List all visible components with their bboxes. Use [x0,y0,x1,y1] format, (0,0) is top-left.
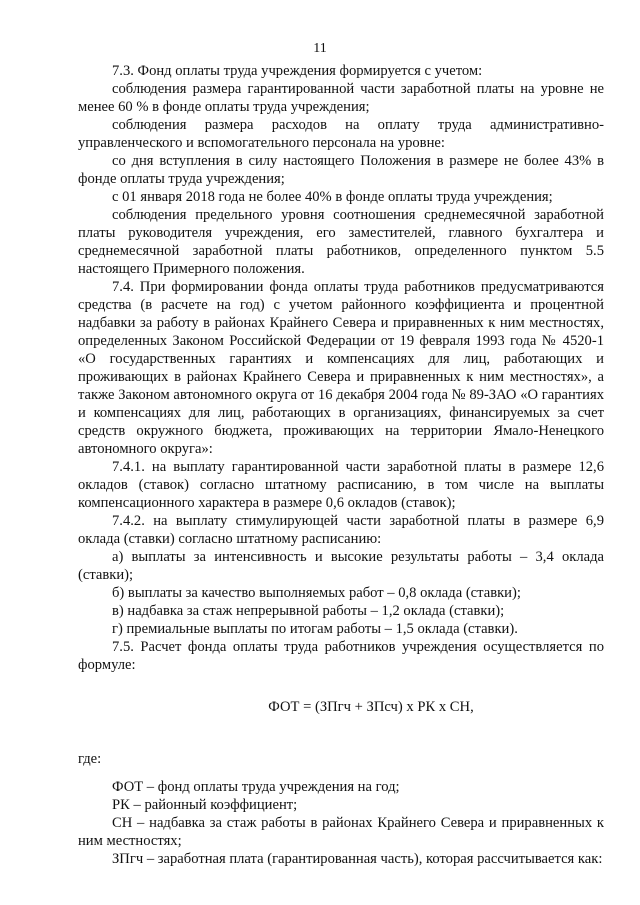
paragraph-7-4: 7.4. При формировании фонда оплаты труда работников предусматриваются средства (в расчете на год) с учетом районного коэффициента и процентной надбавки за работу в районах Крайнего Севера и приравненных к ним местностях, определенных Законом Российской Федерации от 19 февраля 1993 года № 4520-1 «О государственных гарантиях и компенсациях для лиц, работающих и проживающих в районах Крайнего Севера и приравненных к ним местностях», а также Законом автономного округа от 16 декабря 2004 года № 89-ЗАО «О гарантиях и компенсациях для лиц, работающих в организациях, финансируемых за счет средств окружного бюджета, проживающих на территории Ямало-Ненецкого автономного округа»: [78,279,604,457]
list-item-v: в) надбавка за стаж непрерывной работы – 1,2 оклада (ставки); [112,603,505,619]
page-number: 11 [313,41,327,56]
definition-rk: РК – районный коэффициент; [112,797,298,813]
definition-sn: СН – надбавка за стаж работы в районах Крайнего Севера и приравненных к ним местностях; [78,815,604,849]
list-item-b: б) выплаты за качество выполняемых работ – 0,8 оклада (ставки); [112,585,521,601]
definition-fot: ФОТ – фонд оплаты труда учреждения на год; [112,779,400,795]
paragraph-43-percent: со дня вступления в силу настоящего Положения в размере не более 43% в фонде оплаты труда учреждения; [78,153,604,187]
list-item-a: а) выплаты за интенсивность и высокие результаты работы – 3,4 оклада (ставки); [78,549,604,583]
paragraph-40-percent: с 01 января 2018 года не более 40% в фонде оплаты труда учреждения; [112,189,553,205]
definition-zpgch: ЗПгч – заработная плата (гарантированная часть), которая рассчитывается как: [112,851,603,867]
list-item-g: г) премиальные выплаты по итогам работы – 1,5 оклада (ставки). [112,621,518,637]
paragraph-7-4-1: 7.4.1. на выплату гарантированной части заработной платы в размере 12,6 окладов (ставок) согласно штатному расписанию, в том числе на выплаты компенсационного характера в размере 0,6 окладов (ставок); [78,459,604,511]
document-body [78,62,604,868]
paragraph-7-5: 7.5. Расчет фонда оплаты труда работников учреждения осуществляется по формуле: [78,639,604,673]
paragraph-7-3: 7.3. Фонд оплаты труда учреждения формируется с учетом: [112,63,483,79]
paragraph-guaranteed-part: соблюдения размера гарантированной части заработной платы на уровне не менее 60 % в фонде оплаты труда учреждения; [78,81,604,115]
paragraph-7-4-2: 7.4.2. на выплату стимулирующей части заработной платы в размере 6,9 оклада (ставки) согласно штатному расписанию: [78,513,604,547]
formula: ФОТ = (ЗПгч + ЗПсч) х РК х СН, [268,699,474,715]
paragraph-admin-expenses: соблюдения размера расходов на оплату труда административно-управленческого и вспомогательного персонала на уровне: [78,117,604,151]
where-label: где: [78,751,102,767]
paragraph-salary-ratio: соблюдения предельного уровня соотношения среднемесячной заработной платы руководителя учреждения, его заместителей, главного бухгалтера и среднемесячной заработной платы работников, определенного пунктом 5.5 настоящего Примерного положения. [78,207,604,277]
